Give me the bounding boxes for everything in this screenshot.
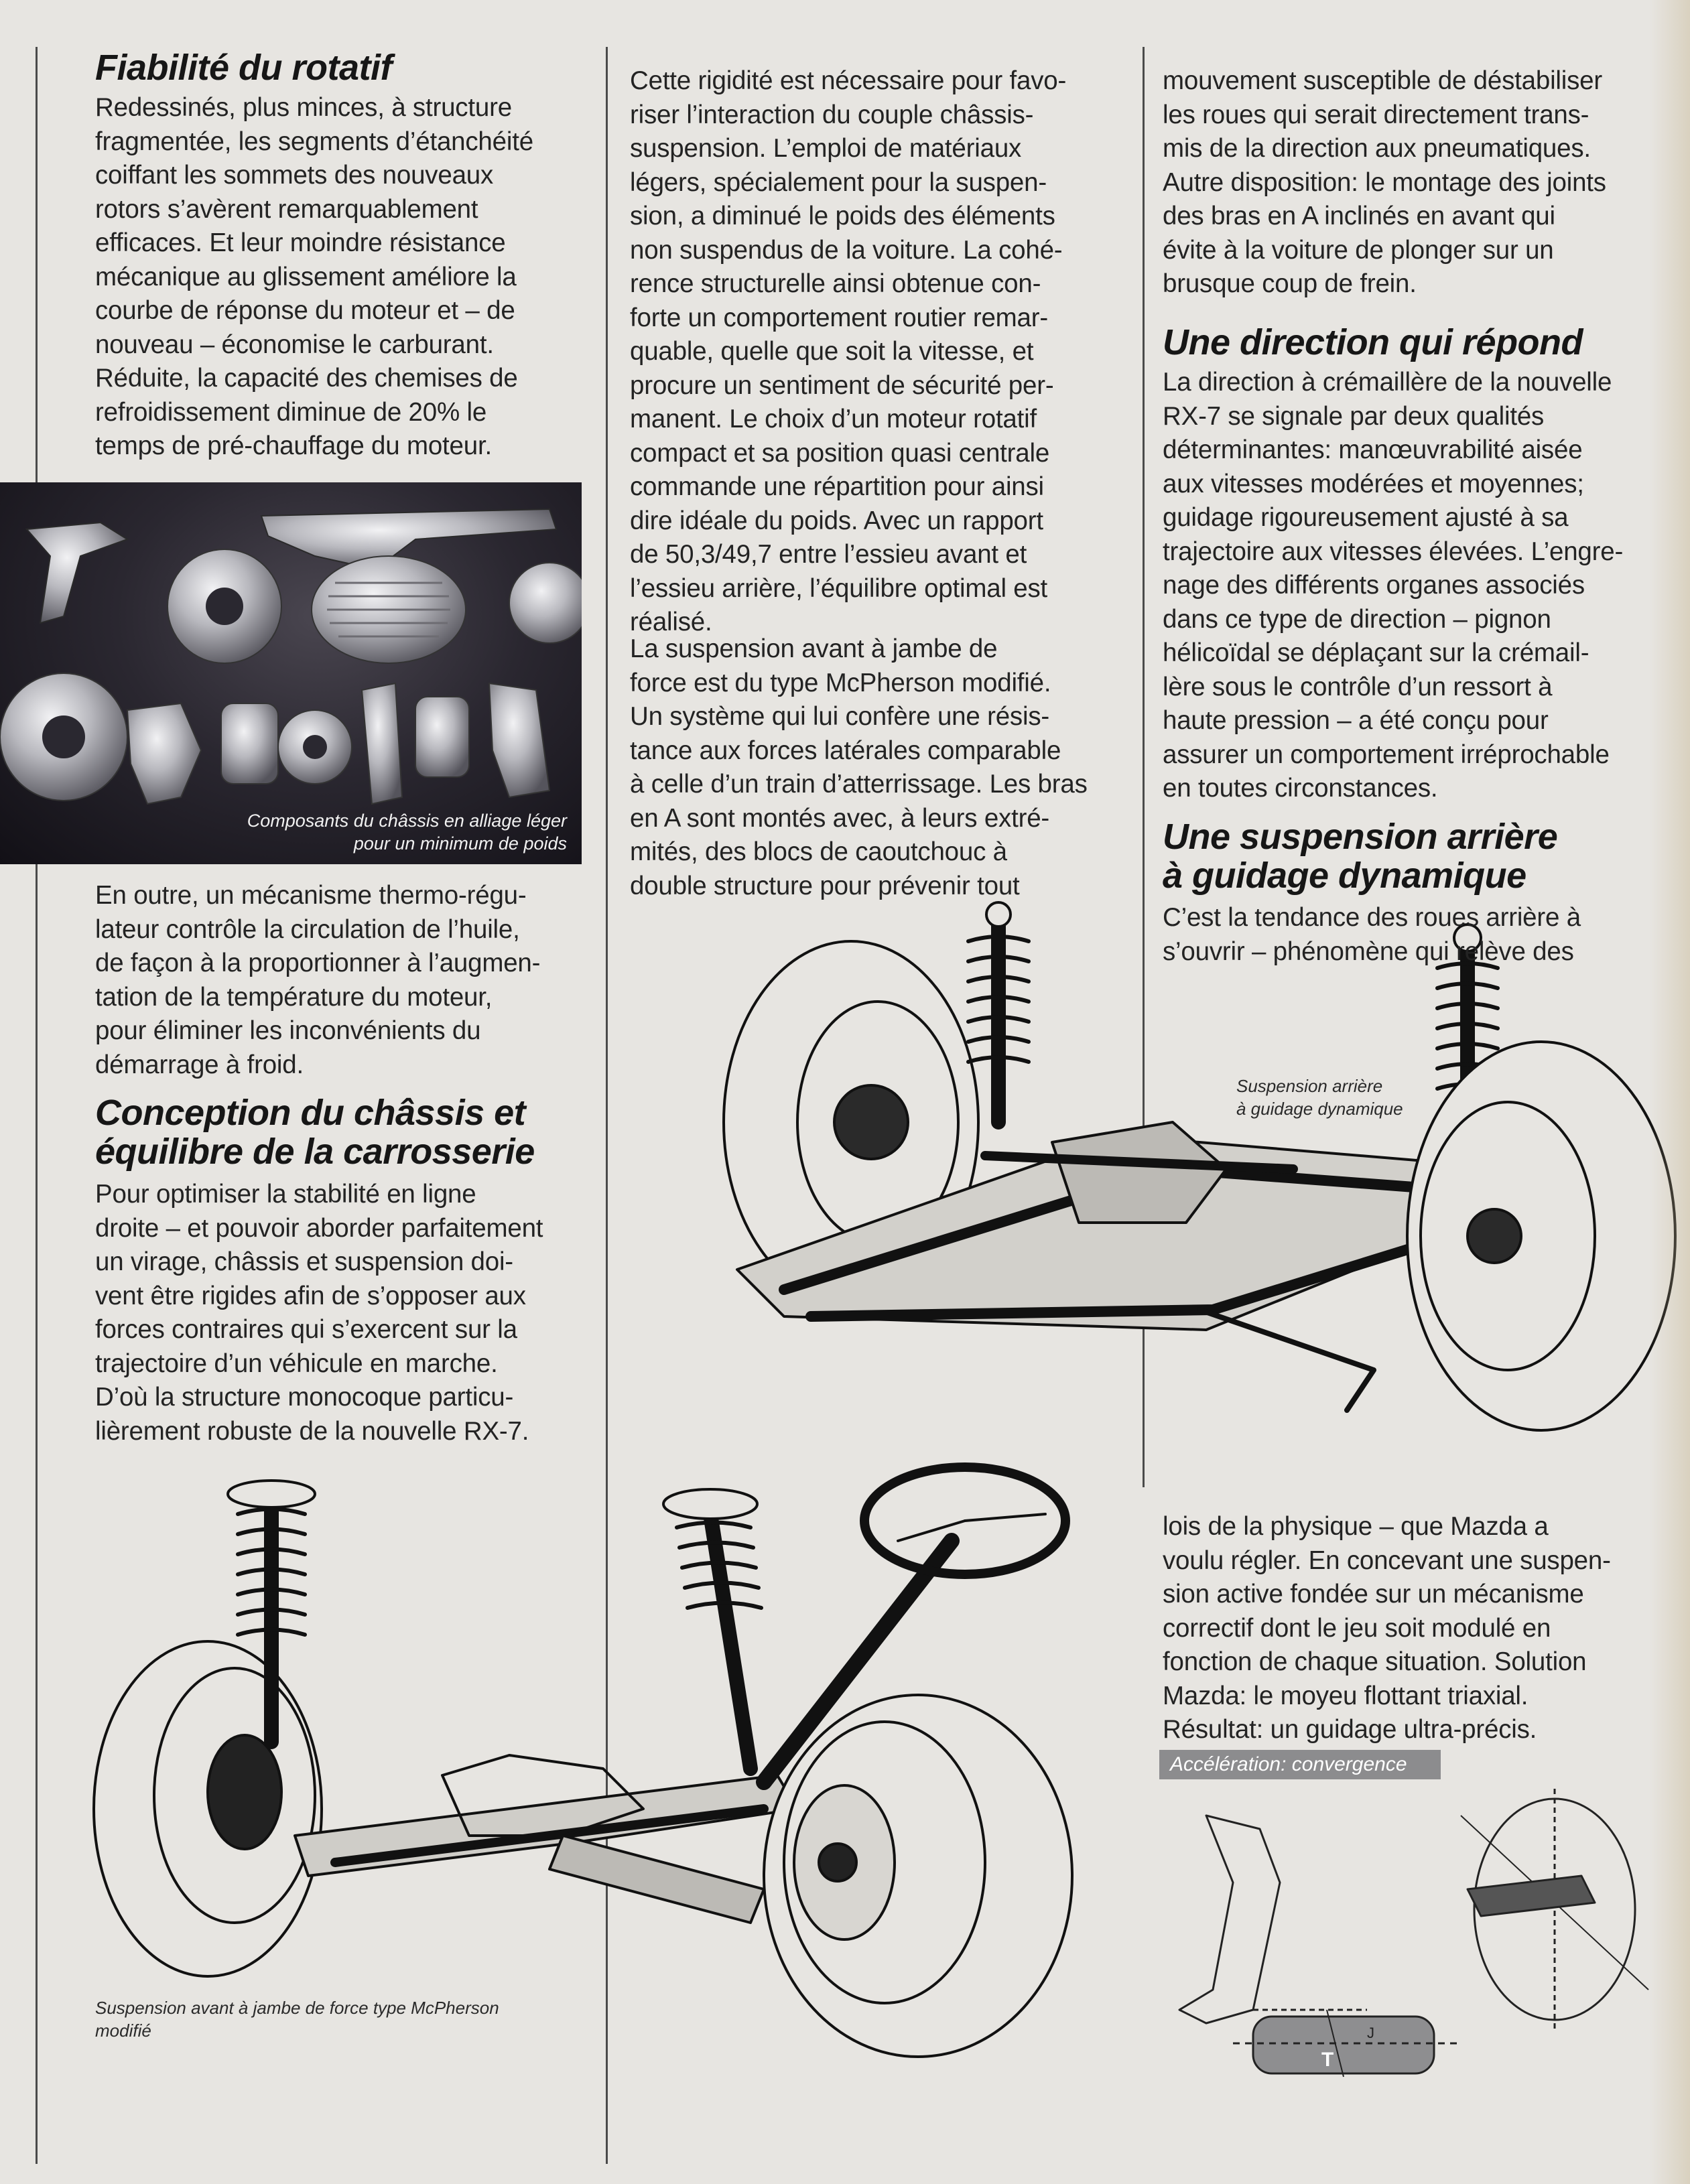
text-line: mouvement susceptible de déstabiliser bbox=[1163, 66, 1603, 95]
text-line: les roues qui serait directement trans- bbox=[1163, 100, 1589, 129]
text-line: riser l’interaction du couple châssis- bbox=[630, 100, 1034, 129]
text-line: quable, quelle que soit la vitesse, et bbox=[630, 337, 1034, 366]
text-line: Réduite, la capacité des chemises de bbox=[95, 364, 518, 393]
text-line: Composants du châssis en alliage léger bbox=[247, 811, 567, 831]
text-line: compact et sa position quasi centrale bbox=[630, 438, 1050, 468]
text-line: rence structurelle ainsi obtenue con- bbox=[630, 269, 1041, 298]
text-line: un virage, châssis et suspension doi- bbox=[95, 1247, 513, 1276]
acceleration-bar bbox=[1159, 1750, 1441, 1779]
text-line: évite à la voiture de plonger sur un bbox=[1163, 235, 1554, 265]
text-line: brusque coup de frein. bbox=[1163, 269, 1417, 298]
text-line: assurer un comportement irréprochable bbox=[1163, 740, 1610, 769]
text-line: Un système qui lui confère une résis- bbox=[630, 702, 1049, 731]
text-line: nage des différents organes associés bbox=[1163, 571, 1585, 600]
text-line: en toutes circonstances. bbox=[1163, 774, 1438, 803]
diagram-label-j: J bbox=[1367, 2025, 1374, 2041]
text-line: procure un sentiment de sécurité per- bbox=[630, 370, 1054, 400]
text-line: Suspension avant à jambe de force type McPherson bbox=[95, 1998, 499, 2018]
paragraph-mazda bbox=[1163, 1510, 1611, 1747]
text-line: tation de la température du moteur, bbox=[95, 982, 493, 1012]
text-line: des bras en A inclinés en avant qui bbox=[1163, 202, 1555, 230]
text-line: En outre, un mécanisme thermo-régu- bbox=[95, 881, 527, 910]
text-line: mécanique au glissement améliore la bbox=[95, 262, 517, 291]
paragraph-conception bbox=[95, 1178, 543, 1448]
text-line: dans ce type de direction – pignon bbox=[1163, 604, 1551, 634]
text-line: La suspension avant à jambe de bbox=[630, 634, 998, 663]
text-line: à celle d’un train d’atterrissage. Les bras bbox=[630, 770, 1088, 799]
text-line: guidage rigoureusement ajusté à sa bbox=[1163, 503, 1569, 532]
text-line: refroidissement diminue de 20% le bbox=[95, 397, 487, 427]
paragraph-mcpherson bbox=[630, 632, 1088, 903]
text-line: coiffant les sommets des nouveaux bbox=[95, 161, 494, 190]
paragraph-thermo bbox=[95, 879, 540, 1082]
text-line: trajectoire d’un véhicule en marche. bbox=[95, 1349, 498, 1378]
text-line: lère sous le contrôle d’un ressort à bbox=[1163, 672, 1553, 701]
text-line: mis de la direction aux pneumatiques. bbox=[1163, 134, 1591, 163]
text-line: vent être rigides afin de s’opposer aux bbox=[95, 1281, 526, 1310]
text-line: Mazda: le moyeu flottant triaxial. bbox=[1163, 1681, 1529, 1710]
text-line: sion active fondée sur un mécanisme bbox=[1163, 1580, 1584, 1609]
text-line: Cette rigidité est nécessaire pour favo- bbox=[630, 66, 1067, 95]
text-line: Résultat: un guidage ultra-précis. bbox=[1163, 1715, 1537, 1744]
text-line: modifié bbox=[95, 2021, 151, 2041]
text-line: en A sont montés avec, à leurs extré- bbox=[630, 803, 1050, 833]
text-line: Autre disposition: le montage des joints bbox=[1163, 167, 1606, 197]
text-line: fonction de chaque situation. Solution bbox=[1163, 1647, 1587, 1676]
front-suspension-caption bbox=[95, 1996, 499, 2042]
text-line: lois de la physique – que Mazda a bbox=[1163, 1512, 1549, 1541]
text-line: suspension. L’emploi de matériaux bbox=[630, 134, 1022, 163]
text-line: La direction à crémaillère de la nouvelle bbox=[1163, 368, 1612, 397]
text-line: temps de pré-chauffage du moteur. bbox=[95, 431, 492, 460]
text-line: Conception du châssis et bbox=[95, 1093, 526, 1133]
text-line: aux vitesses modérées et moyennes; bbox=[1163, 469, 1584, 498]
text-line: haute pression – a été conçu pour bbox=[1163, 706, 1549, 735]
text-line: à guidage dynamique bbox=[1163, 856, 1526, 896]
text-line: hélicoïdal se déplaçant sur la crémail- bbox=[1163, 638, 1589, 667]
text-line: D’où la structure monocoque particu- bbox=[95, 1383, 514, 1412]
heading-suspension-arriere bbox=[1163, 817, 1557, 895]
text-line: correctif dont le jeu soit modulé en bbox=[1163, 1613, 1551, 1643]
text-line: tance aux forces latérales comparable bbox=[630, 736, 1061, 765]
text-line: force est du type McPherson modifié. bbox=[630, 668, 1051, 697]
text-line: courbe de réponse du moteur et – de bbox=[95, 296, 515, 325]
paragraph-direction bbox=[1163, 366, 1623, 806]
text-line: non suspendus de la voiture. La cohé- bbox=[630, 235, 1063, 265]
text-line: fragmentée, les segments d’étanchéité bbox=[95, 127, 533, 156]
paragraph-fiabilite bbox=[95, 91, 533, 464]
text-line: droite – et pouvoir aborder parfaitement bbox=[95, 1213, 543, 1243]
heading-fiabilite: Fiabilité du rotatif bbox=[95, 48, 392, 88]
text-line: forces contraires qui s’exercent sur la bbox=[95, 1315, 517, 1344]
text-line: sion, a diminué le poids des éléments bbox=[630, 202, 1055, 230]
acceleration-label: Accélération: convergence bbox=[1170, 1753, 1407, 1775]
chassis-components-photo bbox=[0, 482, 582, 864]
text-line: efficaces. Et leur moindre résistance bbox=[95, 228, 506, 257]
text-line: l’essieu arrière, l’équilibre optimal est bbox=[630, 573, 1048, 603]
heading-direction: Une direction qui répond bbox=[1163, 322, 1583, 362]
page-fold-shadow bbox=[1650, 0, 1690, 2184]
text-line: s’ouvrir – phénomène qui relève des bbox=[1163, 937, 1574, 966]
text-line: nouveau – économise le carburant. bbox=[95, 330, 494, 359]
column-rule-left bbox=[36, 47, 38, 2164]
text-line: démarrage à froid. bbox=[95, 1050, 304, 1079]
diagram-label-t: T bbox=[1321, 2049, 1334, 2071]
text-line: Pour optimiser la stabilité en ligne bbox=[95, 1180, 476, 1209]
text-line: pour éliminer les inconvénients du bbox=[95, 1016, 481, 1045]
text-line: voulu régler. En concevant une suspen- bbox=[1163, 1546, 1611, 1575]
text-line: à guidage dynamique bbox=[1236, 1099, 1403, 1119]
text-line: mités, des blocs de caoutchouc à bbox=[630, 837, 1007, 866]
heading-conception bbox=[95, 1093, 535, 1171]
text-line: trajectoire aux vitesses élevées. L’engre- bbox=[1163, 537, 1624, 566]
text-line: de 50,3/49,7 entre l’essieu avant et bbox=[630, 540, 1027, 569]
text-line: C’est la tendance des roues arrière à bbox=[1163, 903, 1581, 932]
text-line: double structure pour prévenir tout bbox=[630, 871, 1020, 900]
convergence-diagram bbox=[1166, 1789, 1662, 2084]
text-line: Une suspension arrière bbox=[1163, 817, 1558, 857]
photo-caption bbox=[247, 809, 567, 855]
paragraph-suspension-arriere bbox=[1163, 901, 1581, 969]
text-line: commande une répartition pour ainsi bbox=[630, 472, 1044, 501]
text-line: Redessinés, plus minces, à structure bbox=[95, 93, 512, 122]
text-line: lièrement robuste de la nouvelle RX-7. bbox=[95, 1416, 529, 1446]
text-line: dire idéale du poids. Avec un rapport bbox=[630, 506, 1043, 535]
text-line: lateur contrôle la circulation de l’huile, bbox=[95, 914, 520, 944]
text-line: pour un minimum de poids bbox=[353, 833, 567, 854]
front-suspension-drawing bbox=[94, 1460, 1132, 2063]
paragraph-rigidite bbox=[630, 64, 1066, 640]
paragraph-mouvement bbox=[1163, 64, 1606, 301]
text-line: équilibre de la carrosserie bbox=[95, 1132, 535, 1172]
text-line: rotors s’avèrent remarquablement bbox=[95, 194, 478, 224]
rear-suspension-caption bbox=[1236, 1075, 1403, 1120]
text-line: Suspension arrière bbox=[1236, 1076, 1383, 1096]
rear-suspension-drawing bbox=[704, 901, 1682, 1491]
text-line: de façon à la proportionner à l’augmen- bbox=[95, 949, 541, 977]
text-line: RX-7 se signale par deux qualités bbox=[1163, 401, 1545, 431]
text-line: manent. Le choix d’un moteur rotatif bbox=[630, 405, 1037, 433]
text-line: forte un comportement routier remar- bbox=[630, 303, 1049, 332]
chassis-components-image bbox=[0, 482, 582, 864]
text-line: déterminantes: manœuvrabilité aisée bbox=[1163, 435, 1583, 464]
text-line: légers, spécialement pour la suspen- bbox=[630, 167, 1047, 197]
text-line: réalisé. bbox=[630, 608, 712, 636]
